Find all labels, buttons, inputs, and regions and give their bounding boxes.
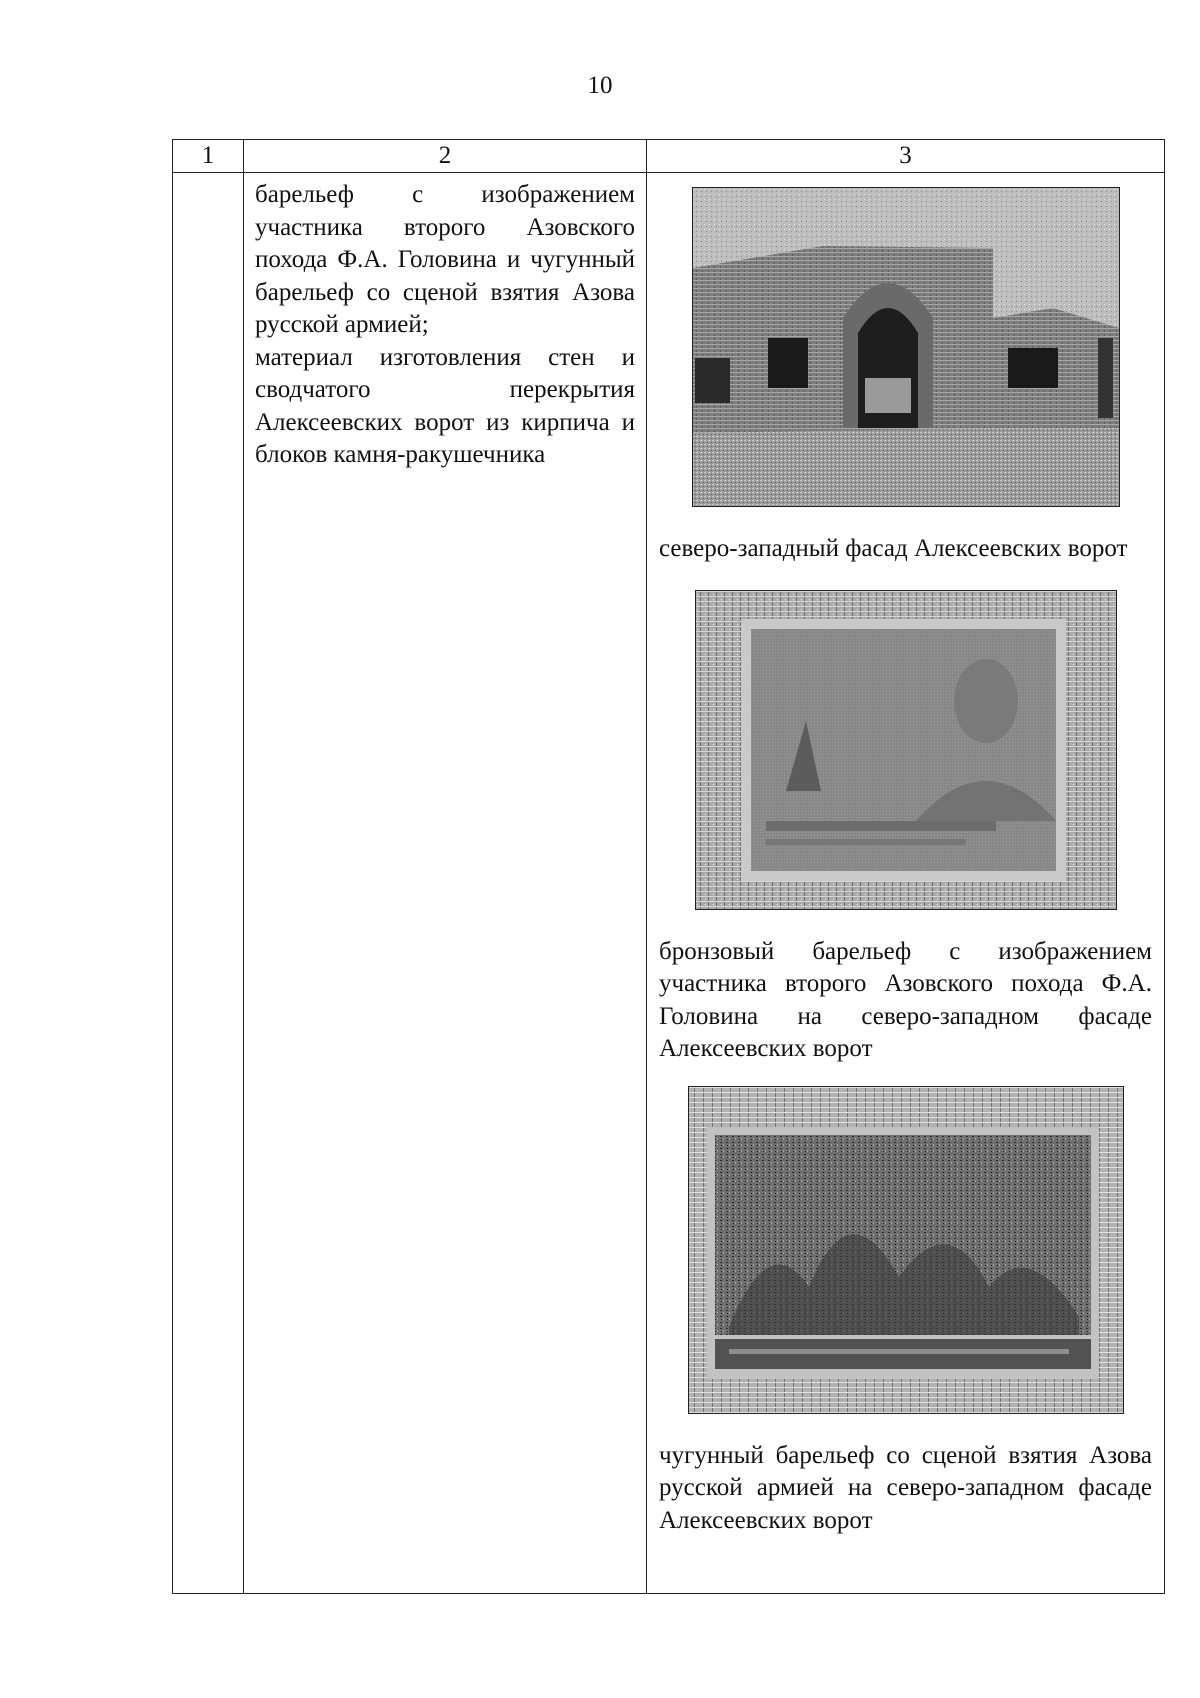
monument-table bbox=[172, 139, 1165, 1594]
header-cell-1: 1 bbox=[173, 140, 244, 173]
photo-cell bbox=[647, 173, 1165, 1594]
header-cell-2: 2 bbox=[244, 140, 647, 173]
photo-caption: северо-западный фасад Алексеевских ворот bbox=[659, 535, 1128, 562]
description-paragraph: барельеф с изображением участника второго Азовского похода Ф.А. Головина и чугунный барельеф со сценой взятия Азова русской армией; bbox=[255, 181, 635, 338]
table-header-row bbox=[173, 140, 1165, 173]
description-cell bbox=[244, 173, 647, 1594]
description-paragraph: материал изготовления стен и сводчатого перекрытия Алексеевских ворот из кирпича и блоков камня-ракушечника bbox=[255, 343, 635, 468]
cast-iron-bas-relief-photo-icon bbox=[688, 1086, 1124, 1414]
gate-photo-icon bbox=[692, 187, 1120, 507]
number-cell bbox=[173, 173, 244, 1594]
page-number: 10 bbox=[587, 72, 613, 99]
table-row bbox=[173, 173, 1165, 1594]
photo-caption: чугунный барельеф со сценой взятия Азова русской армией на северо-западном фасаде Алексеевских ворот bbox=[659, 1441, 1152, 1534]
photo-caption: бронзовый барельеф с изображением участника второго Азовского похода Ф.А. Головина на северо-западном фасаде Алексеевских ворот bbox=[659, 937, 1152, 1062]
bronze-bas-relief-photo-icon bbox=[695, 590, 1117, 910]
header-cell-3: 3 bbox=[647, 140, 1165, 173]
